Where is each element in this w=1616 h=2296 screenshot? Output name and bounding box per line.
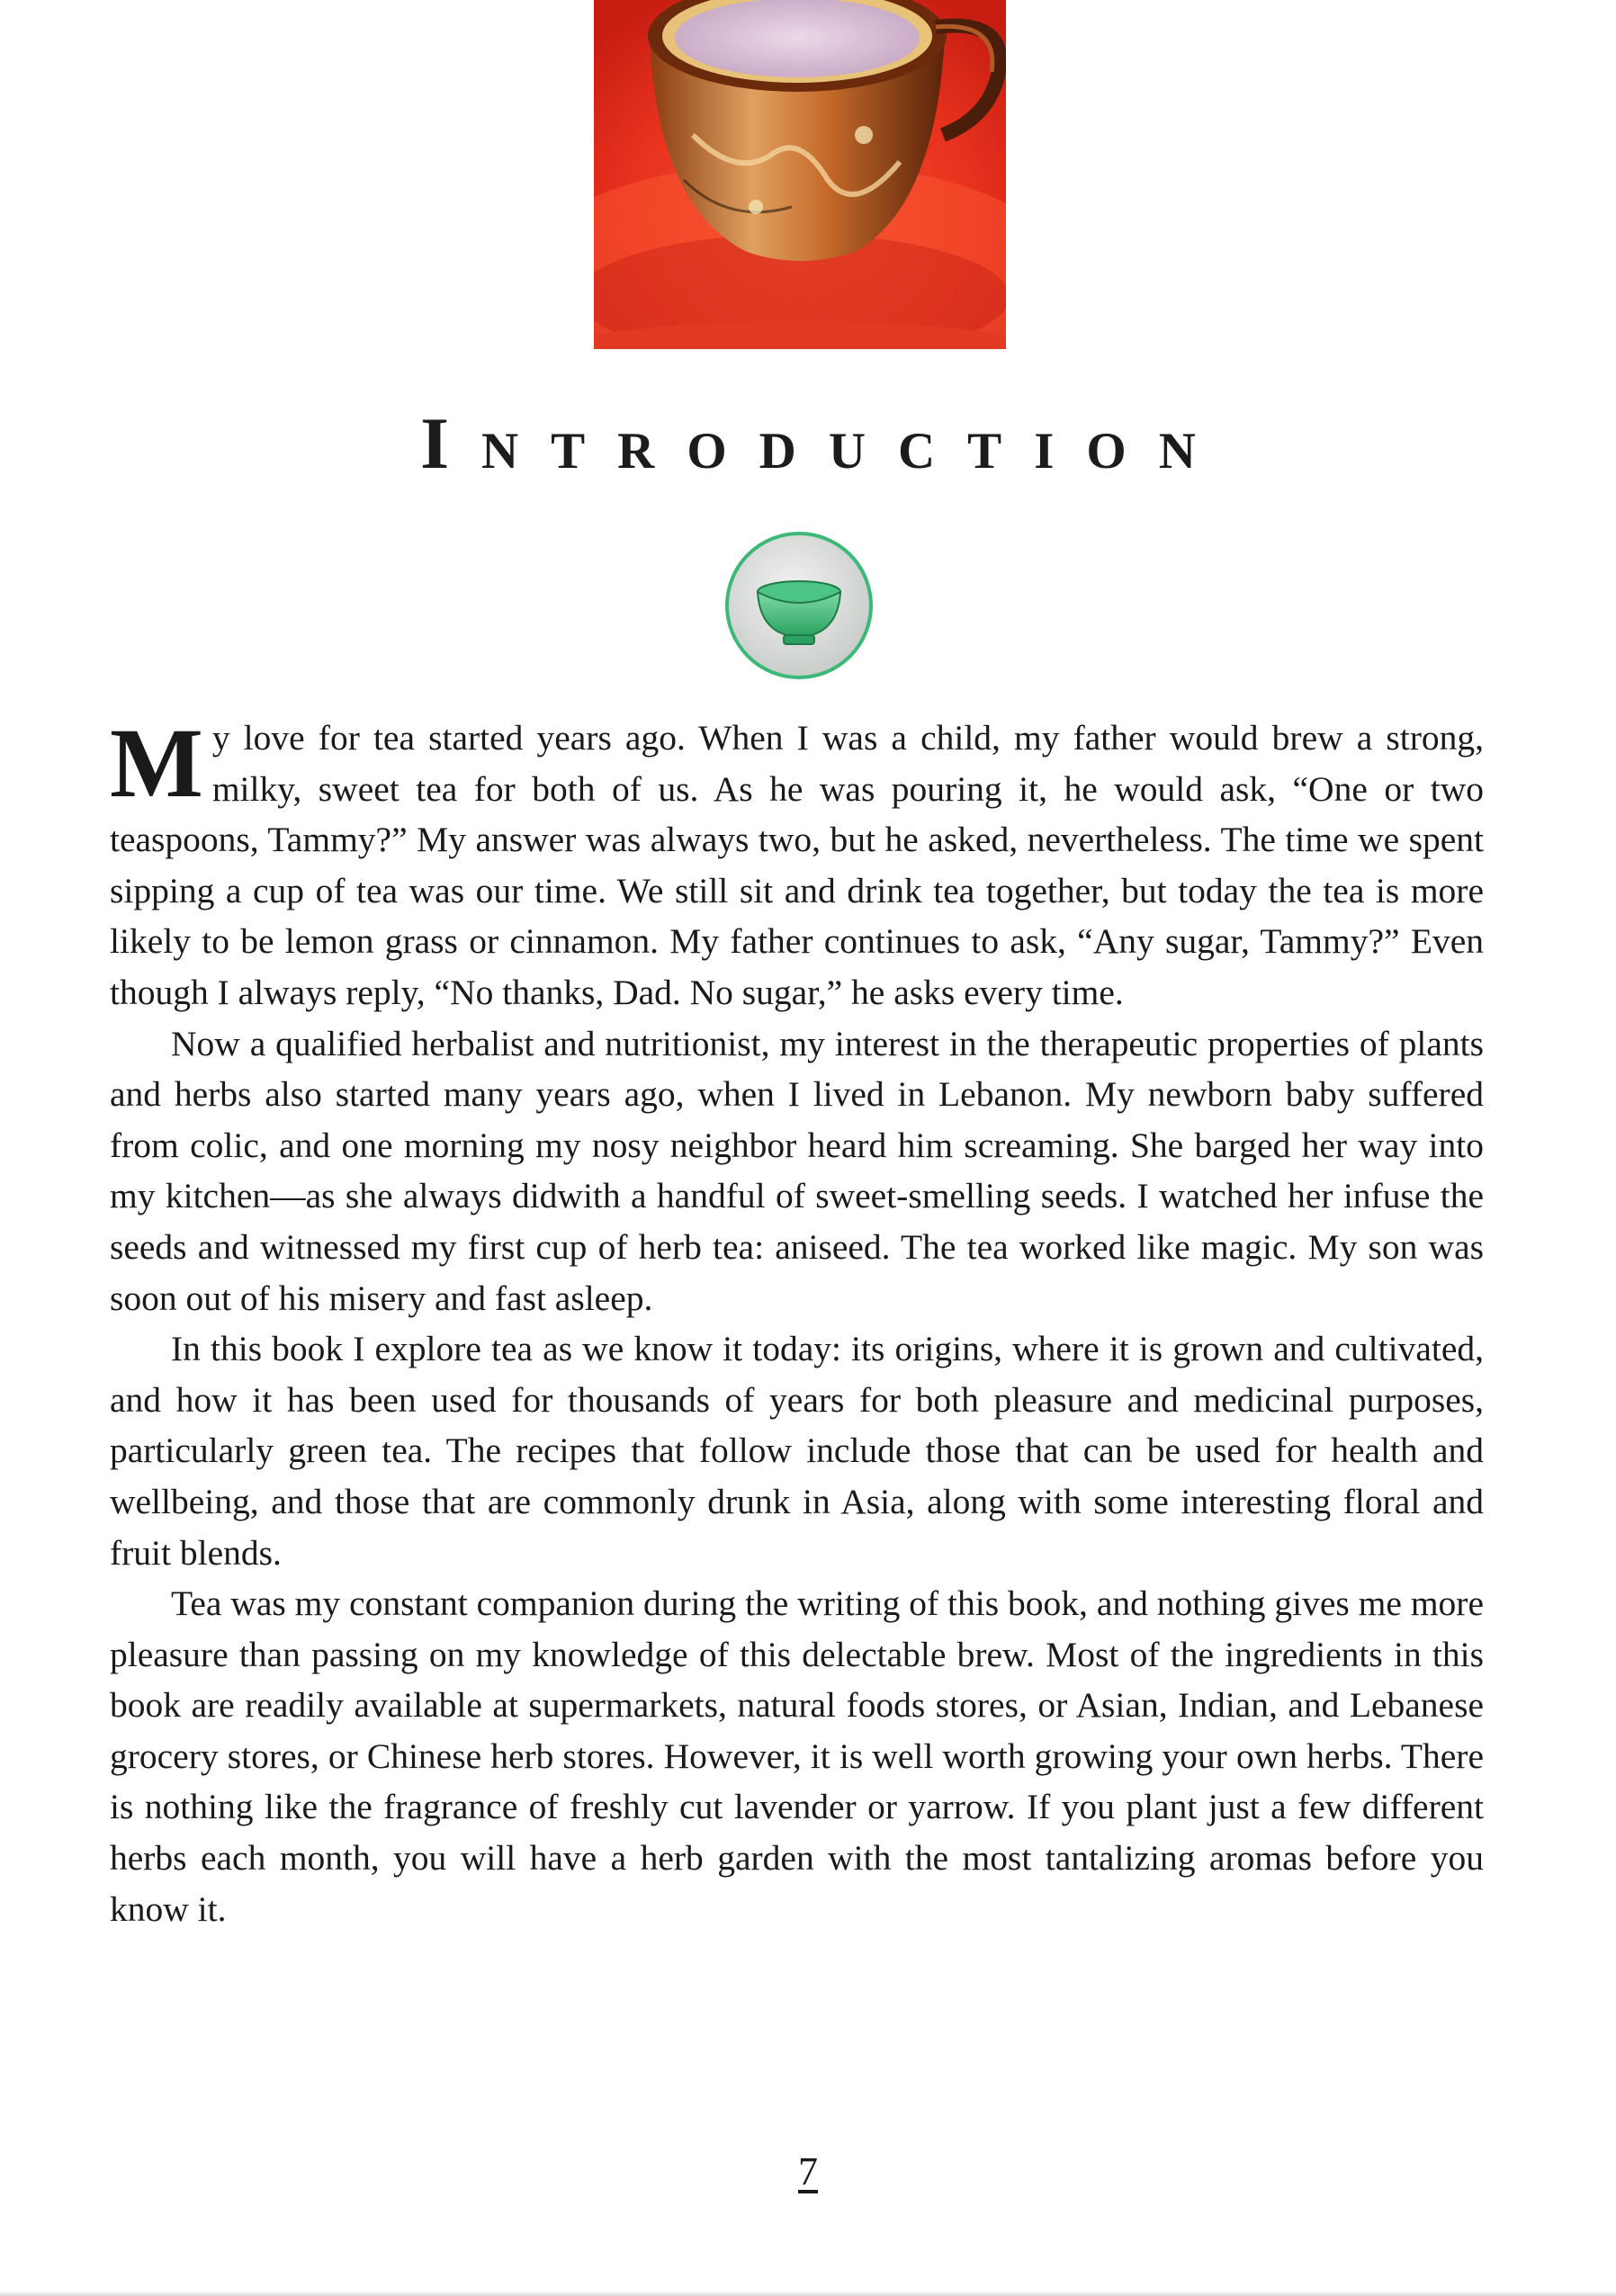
green-bowl-icon [723, 529, 875, 682]
page-number: 7 [798, 2149, 818, 2193]
drop-cap: M [110, 708, 203, 818]
paragraph: In this book I explore tea as we know it today: its origins, where it is grown and cultivated, and how it has been used for thousands of years for both pleasure and medicinal purposes, particularly green tea. The recipes that follow include those that can be used for health and wellbeing, and those that are commonly drunk in Asia, along with some interesting floral and fruit blends. [110, 1329, 1484, 1573]
teacup-on-red-saucer-photo [594, 0, 1006, 349]
paragraph: Now a qualified herbalist and nutritionist, my interest in the therapeutic properties of plants and herbs also started many years ago, when I lived in Lebanon. My newborn baby suffered from colic, and one morning my nosy neighbor heard him screaming. She barged her way into my kitchen—as she always didwith a handful of sweet-smelling seeds. I watched her infuse the seeds and witnessed my first cup of herb tea: aniseed. The tea worked like magic. My son was soon out of his misery and fast asleep. [110, 1023, 1484, 1318]
scan-edge [0, 2291, 1616, 2296]
paragraph [110, 708, 1484, 1018]
page-title: Introduction [420, 402, 1228, 484]
introduction-text [110, 708, 1484, 1934]
paragraph: Tea was my constant companion during the writing of this book, and nothing gives me more pleasure than passing on my knowledge of this delectable brew. Most of the ingredients in this book are readily available at supermarkets, natural foods stores, or Asian, Indian, and Lebanese grocery stores, or Chinese herb stores. However, it is well worth growing your own herbs. There is nothing like the fragrance of freshly cut lavender or yarrow. If you plant just a few different herbs each month, you will have a herb garden with the most tantalizing aromas before you know it. [110, 1583, 1484, 1929]
paragraph-text: y love for tea started years ago. When I was a child, my father would brew a strong, milky, sweet tea for both of us. As he was pouring it, he would ask, “One or two teaspoons, Tammy?” My answer was always two, but he asked, nevertheless. The time we spent sipping a cup of tea was our time. We still sit and drink tea together, but today the tea is more likely to be lemon grass or cinnamon. My father continues to ask, “Any sugar, Tammy?” Even though I always reply, “No thanks, Dad. No sugar,” he asks every time. [110, 718, 1484, 1012]
